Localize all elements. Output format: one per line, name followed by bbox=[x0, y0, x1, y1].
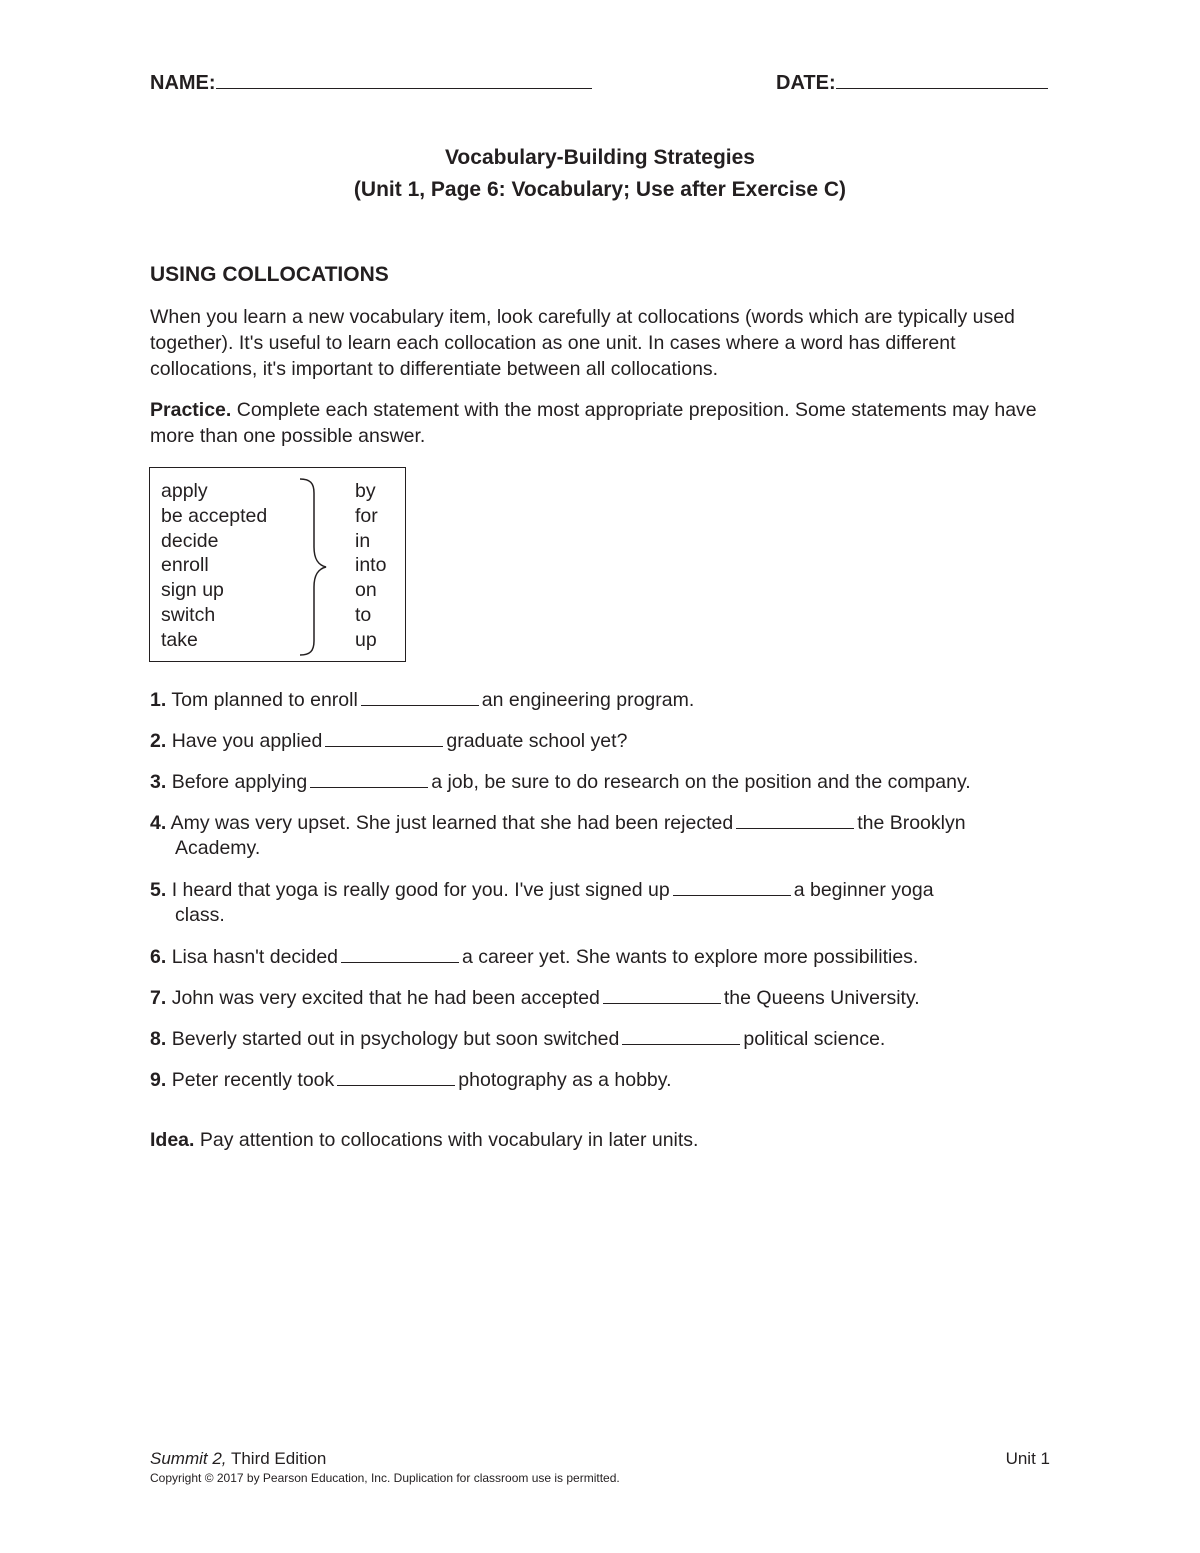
verb-item: be accepted bbox=[161, 504, 268, 527]
date-field bbox=[776, 70, 1048, 95]
exercise-number: 4. bbox=[150, 812, 167, 834]
exercise-number: 3. bbox=[150, 771, 167, 793]
exercise-number: 9. bbox=[150, 1069, 167, 1091]
curly-brace-icon bbox=[298, 477, 338, 657]
practice-text: Complete each statement with the most appropriate preposition. Some statements may have more than one possible answer. bbox=[150, 399, 1037, 447]
exercise-text-before: John was very excited that he had been accepted bbox=[171, 987, 600, 1009]
verb-item: sign up bbox=[161, 579, 224, 602]
idea-text: Pay attention to collocations with vocabulary in later units. bbox=[199, 1129, 699, 1151]
exercise-text-before: I heard that yoga is really good for you. I've just signed up bbox=[171, 879, 670, 901]
verb-item: switch bbox=[161, 603, 216, 626]
preposition-item: in bbox=[355, 529, 371, 552]
footer-unit: Unit 1 bbox=[1005, 1449, 1050, 1468]
practice-paragraph bbox=[150, 397, 1050, 449]
exercise-text-after: graduate school yet? bbox=[446, 730, 628, 752]
answer-blank[interactable] bbox=[310, 771, 428, 788]
preposition-item: into bbox=[355, 554, 387, 577]
exercise-text-before: Peter recently took bbox=[171, 1069, 335, 1091]
preposition-item: up bbox=[355, 628, 377, 651]
exercise-text-after: a beginner yoga bbox=[793, 879, 934, 901]
answer-blank[interactable] bbox=[341, 946, 459, 963]
exercise-item bbox=[150, 688, 1070, 713]
exercise-item bbox=[150, 986, 1070, 1011]
idea-paragraph bbox=[150, 1127, 1050, 1153]
intro-paragraph: When you learn a new vocabulary item, look carefully at collocations (words which are typically used together). It's useful to learn each collocation as one unit. In cases where a word has different collocations, it's important to differentiate between all collocations. bbox=[150, 306, 1015, 380]
footer-copyright: Copyright © 2017 by Pearson Education, Inc. Duplication for classroom use is permitted. bbox=[150, 1471, 620, 1485]
exercise-text-after: political science. bbox=[743, 1028, 886, 1050]
verb-item: take bbox=[161, 628, 198, 651]
section-heading: USING COLLOCATIONS bbox=[150, 263, 389, 286]
date-label: DATE: bbox=[776, 72, 836, 94]
date-line[interactable] bbox=[836, 70, 1048, 89]
verb-list bbox=[161, 479, 267, 653]
exercise-text-after: an engineering program. bbox=[481, 689, 695, 711]
preposition-item: to bbox=[355, 603, 372, 626]
verb-item: apply bbox=[161, 480, 208, 502]
name-label: NAME: bbox=[150, 72, 216, 94]
exercise-number: 2. bbox=[150, 730, 167, 752]
exercise-text-before: Before applying bbox=[171, 771, 308, 793]
exercise-number: 8. bbox=[150, 1028, 167, 1050]
exercise-item bbox=[150, 811, 1070, 861]
exercise-item bbox=[150, 770, 1070, 795]
exercise-text-before: Tom planned to enroll bbox=[171, 689, 358, 711]
preposition-item: by bbox=[355, 480, 376, 502]
page-title: Vocabulary-Building Strategies bbox=[444, 146, 755, 169]
verb-item: decide bbox=[161, 529, 219, 552]
name-field bbox=[150, 70, 592, 95]
exercise-text-before: Lisa hasn't decided bbox=[171, 946, 339, 968]
exercise-text-after: the Queens University. bbox=[723, 987, 920, 1009]
preposition-list bbox=[355, 479, 386, 653]
exercise-item bbox=[150, 945, 1070, 970]
answer-blank[interactable] bbox=[622, 1028, 740, 1045]
practice-label: Practice. bbox=[150, 399, 232, 421]
footer-edition: Third Edition bbox=[230, 1449, 327, 1468]
exercise-text-before: Have you applied bbox=[171, 730, 323, 752]
exercise-item bbox=[150, 1068, 1070, 1093]
answer-blank[interactable] bbox=[361, 689, 479, 706]
verb-item: enroll bbox=[161, 554, 209, 577]
footer-book bbox=[150, 1449, 326, 1469]
exercise-number: 1. bbox=[150, 689, 167, 711]
exercise-number: 6. bbox=[150, 946, 167, 968]
name-line[interactable] bbox=[216, 70, 592, 89]
preposition-item: on bbox=[355, 579, 377, 602]
footer-book-title: Summit 2, bbox=[150, 1449, 227, 1468]
idea-label: Idea. bbox=[150, 1129, 195, 1151]
answer-blank[interactable] bbox=[736, 812, 854, 829]
exercise-text-after: a job, be sure to do research on the position and the company. bbox=[431, 771, 971, 793]
exercise-item bbox=[150, 878, 1070, 928]
exercise-text-before: Beverly started out in psychology but soon switched bbox=[171, 1028, 620, 1050]
answer-blank[interactable] bbox=[337, 1069, 455, 1086]
preposition-item: for bbox=[355, 504, 378, 527]
answer-blank[interactable] bbox=[325, 730, 443, 747]
exercise-number: 5. bbox=[150, 879, 167, 901]
exercise-item bbox=[150, 1027, 1070, 1052]
exercise-text-after: a career yet. She wants to explore more possibilities. bbox=[462, 946, 919, 968]
exercise-continuation: class. bbox=[175, 904, 225, 926]
exercise-number: 7. bbox=[150, 987, 167, 1009]
exercise-text-before: Amy was very upset. She just learned that she had been rejected bbox=[170, 812, 734, 834]
exercise-text-after: photography as a hobby. bbox=[458, 1069, 672, 1091]
answer-blank[interactable] bbox=[603, 987, 721, 1004]
exercise-continuation: Academy. bbox=[175, 837, 261, 859]
exercise-item bbox=[150, 729, 1070, 754]
page-subtitle: (Unit 1, Page 6: Vocabulary; Use after Exercise C) bbox=[353, 178, 847, 201]
exercise-text-after: the Brooklyn bbox=[857, 812, 966, 834]
answer-blank[interactable] bbox=[673, 879, 791, 896]
